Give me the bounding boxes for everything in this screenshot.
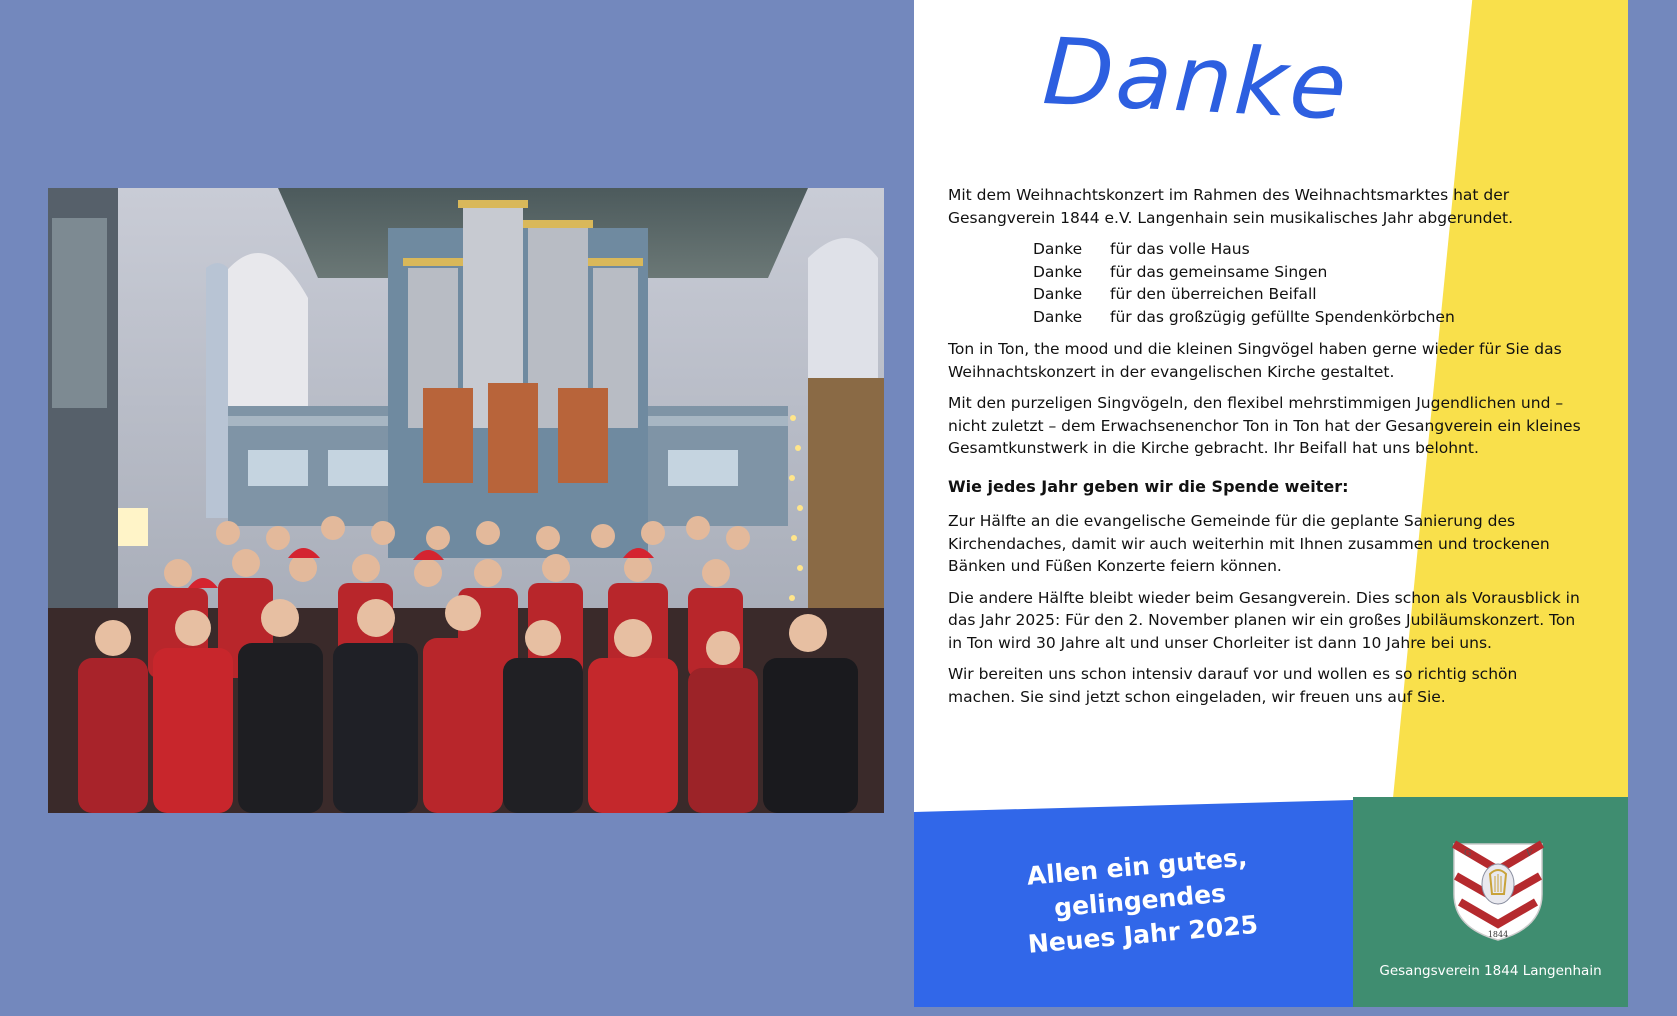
donation-heading: Wie jedes Jahr geben wir die Spende weiter: (948, 476, 1349, 496)
crest-letter-left: G (1464, 849, 1472, 859)
thanks-row (1033, 283, 1588, 306)
thank-you-flyer (914, 0, 1628, 1007)
lyre-crest-icon (1450, 836, 1546, 944)
thanks-word: Danke (1033, 240, 1083, 258)
paragraph-groups: Ton in Ton, the mood und die kleinen Singvögel haben gerne wieder für Sie das Weihnachtskonzert in der evangelischen Kirche gestaltet. (948, 340, 1562, 381)
flyer-body (948, 184, 1588, 717)
thanks-word: Danke (1033, 285, 1083, 303)
choir-photo (48, 188, 884, 813)
paragraph-invitation: Wir bereiten uns schon intensiv darauf vor und wollen es so richtig schön machen. Sie sind jetzt schon eingeladen, wir freuen uns auf Sie. (948, 665, 1518, 706)
crest-letter-right: V (1526, 849, 1533, 859)
thanks-text: für das volle Haus (1110, 240, 1250, 258)
greeting-line-1: Allen ein gutes, gelingendes (1025, 842, 1249, 923)
thanks-row (1033, 238, 1588, 261)
intro-paragraph: Mit dem Weihnachtskonzert im Rahmen des Weihnachtsmarktes hat der Gesangverein 1844 e.V. Langenhain sein musikalisches Jahr abgerundet. (948, 186, 1514, 227)
choir-photo-illustration (48, 188, 884, 813)
thanks-word: Danke (1033, 307, 1083, 326)
paragraph-anniversary: Die andere Hälfte bleibt wieder beim Gesangverein. Dies schon als Vorausblick in das Jahr 2025: Für den 2. November planen wir ein großes Jubiläumskonzert. Ton in Ton wird 30 Jahre alt und unser Chorleiter ist dann 10 Jahre bei uns. (948, 588, 1580, 652)
thanks-text: für das großzügig gefüllte Spendenkörbchen (1110, 307, 1455, 326)
greeting-line-2: Neues Jahr 2025 (1026, 909, 1260, 959)
flyer-title: Danke (1040, 18, 1351, 141)
thanks-row (1033, 261, 1588, 284)
paragraph-church: Zur Hälfte an die evangelische Gemeinde für die geplante Sanierung des Kirchendaches, damit wir auch weiterhin mit Ihnen zusammen und trockenen Bänken und Füßen Konzerte feiern können. (948, 512, 1550, 575)
thanks-word: Danke (1033, 262, 1083, 281)
thanks-list (1033, 238, 1588, 328)
thanks-row (1033, 306, 1588, 329)
thanks-text: für den überreichen Beifall (1110, 285, 1317, 303)
organization-name: Gesangsverein 1844 Langenhain (1379, 963, 1602, 979)
paragraph-concert: Mit den purzeligen Singvögeln, den flexibel mehrstimmigen Jugendlichen und – nicht zuletzt – dem Erwachsenenchor Ton in Ton hat der Gesangverein ein kleines Gesamtkunstwerk in die Kirche gebracht. Ihr Beifall hat uns belohnt. (948, 394, 1581, 457)
thanks-text: für das gemeinsame Singen (1110, 262, 1328, 281)
crest-year: 1844 (1487, 930, 1509, 939)
